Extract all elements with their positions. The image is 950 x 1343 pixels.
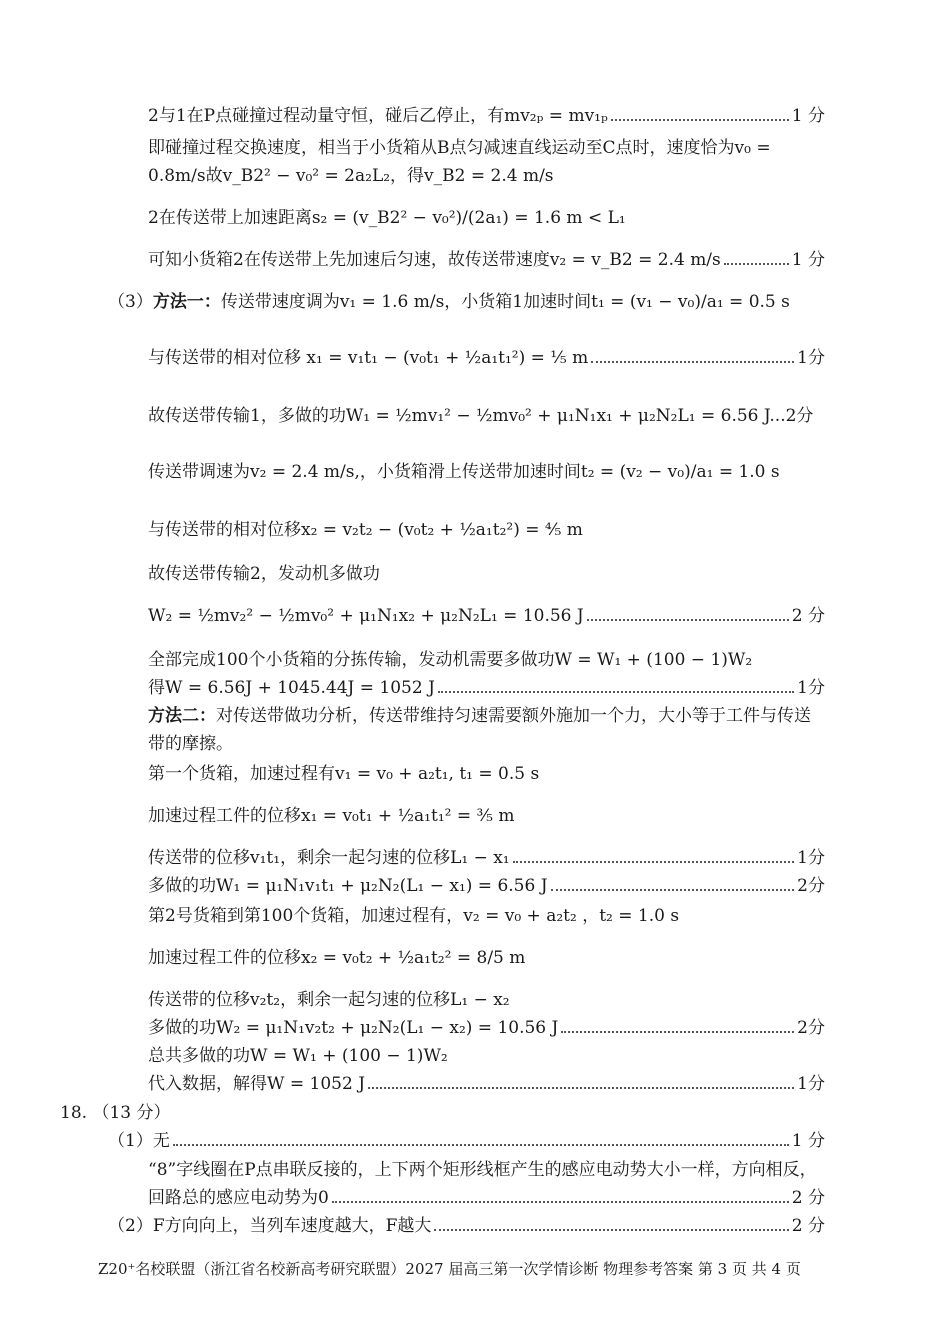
answer-line: 加速过程工件的位移x₁ = v₀t₁ + ½a₁t₁² = ⅗ m xyxy=(148,806,515,826)
method-2-heading: 方法二：对传送带做功分析，传送带维持匀速需要额外施加一个力，大小等于工件与传送 xyxy=(148,706,811,726)
answer-line: 传送带调速为v₂ = 2.4 m/s,，小货箱滑上传送带加速时间t₂ = (v₂ − v₀)/a₁ = 1.0 s xyxy=(148,462,780,482)
part-3-method-1: （3）方法一：传送带速度调为v₁ = 1.6 m/s，小货箱1加速时间t₁ = (v₁ − v₀)/a₁ = 0.5 s xyxy=(108,292,790,312)
answer-line: 全部完成100个小货箱的分拣传输，发动机需要多做功W = W₁ + (100 − 1)W₂ xyxy=(148,650,753,670)
answer-line: 得W = 6.56J + 1045.44J = 1052 J 1分 xyxy=(148,678,825,698)
answer-line: 与传送带的相对位移 x₁ = v₁t₁ − (v₀t₁ + ½a₁t₁²) = ⅕ m 1分 xyxy=(148,348,825,368)
answer-line: 故传送带传输1，多做的功W₁ = ½mv₁² − ½mv₀² + μ₁N₁x₁ + μ₂N₂L₁ = 6.56 J...2分 xyxy=(148,406,814,426)
answer-line: 带的摩擦。 xyxy=(148,734,233,754)
answer-line: 代入数据，解得W = 1052 J 1分 xyxy=(148,1074,825,1094)
answer-line: 多做的功W₁ = μ₁N₁v₁t₁ + μ₂N₂(L₁ − x₁) = 6.56 J 2分 xyxy=(148,876,825,896)
answer-line: （2）F方向向上，当列车速度越大，F越大 2 分 xyxy=(108,1216,825,1236)
answer-line: 2与1在P点碰撞过程动量守恒，碰后乙停止，有mv₂ₚ = mv₁ₚ 1 分 xyxy=(148,106,825,126)
answer-line: 第一个货箱，加速过程有v₁ = v₀ + a₂t₁, t₁ = 0.5 s xyxy=(148,764,540,784)
page-footer: Z20⁺名校联盟（浙江省名校新高考研究联盟）2027 届高三第一次学情诊断 物理参考答案 第 3 页 共 4 页 xyxy=(98,1260,801,1278)
answer-line: 加速过程工件的位移x₂ = v₀t₂ + ½a₁t₂² = 8/5 m xyxy=(148,948,526,968)
answer-line: 2在传送带上加速距离s₂ = (v_B2² − v₀²)/(2a₁) = 1.6 m < L₁ xyxy=(148,208,626,228)
answer-line: （1）无 1 分 xyxy=(108,1131,825,1151)
answer-line: 多做的功W₂ = μ₁N₁v₂t₂ + μ₂N₂(L₁ − x₂) = 10.56 J 2分 xyxy=(148,1018,825,1038)
answer-line: “8”字线圈在P点串联反接的，上下两个矩形线框产生的感应电动势大小一样，方向相反， xyxy=(148,1160,817,1180)
answer-line: 即碰撞过程交换速度，相当于小货箱从B点匀减速直线运动至C点时，速度恰为v₀ = xyxy=(148,138,771,158)
answer-line: 可知小货箱2在传送带上先加速后匀速，故传送带速度v₂ = v_B2 = 2.4 m/s 1 分 xyxy=(148,250,825,270)
answer-line: 第2号货箱到第100个货箱，加速过程有，v₂ = v₀ + a₂t₂ ，t₂ = 1.0 s xyxy=(148,906,680,926)
answer-line: 总共多做的功W = W₁ + (100 − 1)W₂ xyxy=(148,1046,448,1066)
answer-line: W₂ = ½mv₂² − ½mv₀² + μ₁N₁x₂ + μ₂N₂L₁ = 10.56 J 2 分 xyxy=(148,606,825,626)
answer-line: 回路总的感应电动势为0 2 分 xyxy=(148,1188,825,1208)
answer-line: 传送带的位移v₁t₁，剩余一起匀速的位移L₁ − x₁ 1分 xyxy=(148,848,825,868)
answer-line: 传送带的位移v₂t₂，剩余一起匀速的位移L₁ − x₂ xyxy=(148,990,510,1010)
answer-line: 故传送带传输2，发动机多做功 xyxy=(148,564,380,584)
answer-line: 与传送带的相对位移x₂ = v₂t₂ − (v₀t₂ + ½a₁t₂²) = ⅘ m xyxy=(148,520,583,540)
answer-line: 0.8m/s故v_B2² − v₀² = 2a₂L₂，得v_B2 = 2.4 m/s xyxy=(148,166,554,186)
question-18-heading: 18. （13 分） xyxy=(60,1103,171,1123)
